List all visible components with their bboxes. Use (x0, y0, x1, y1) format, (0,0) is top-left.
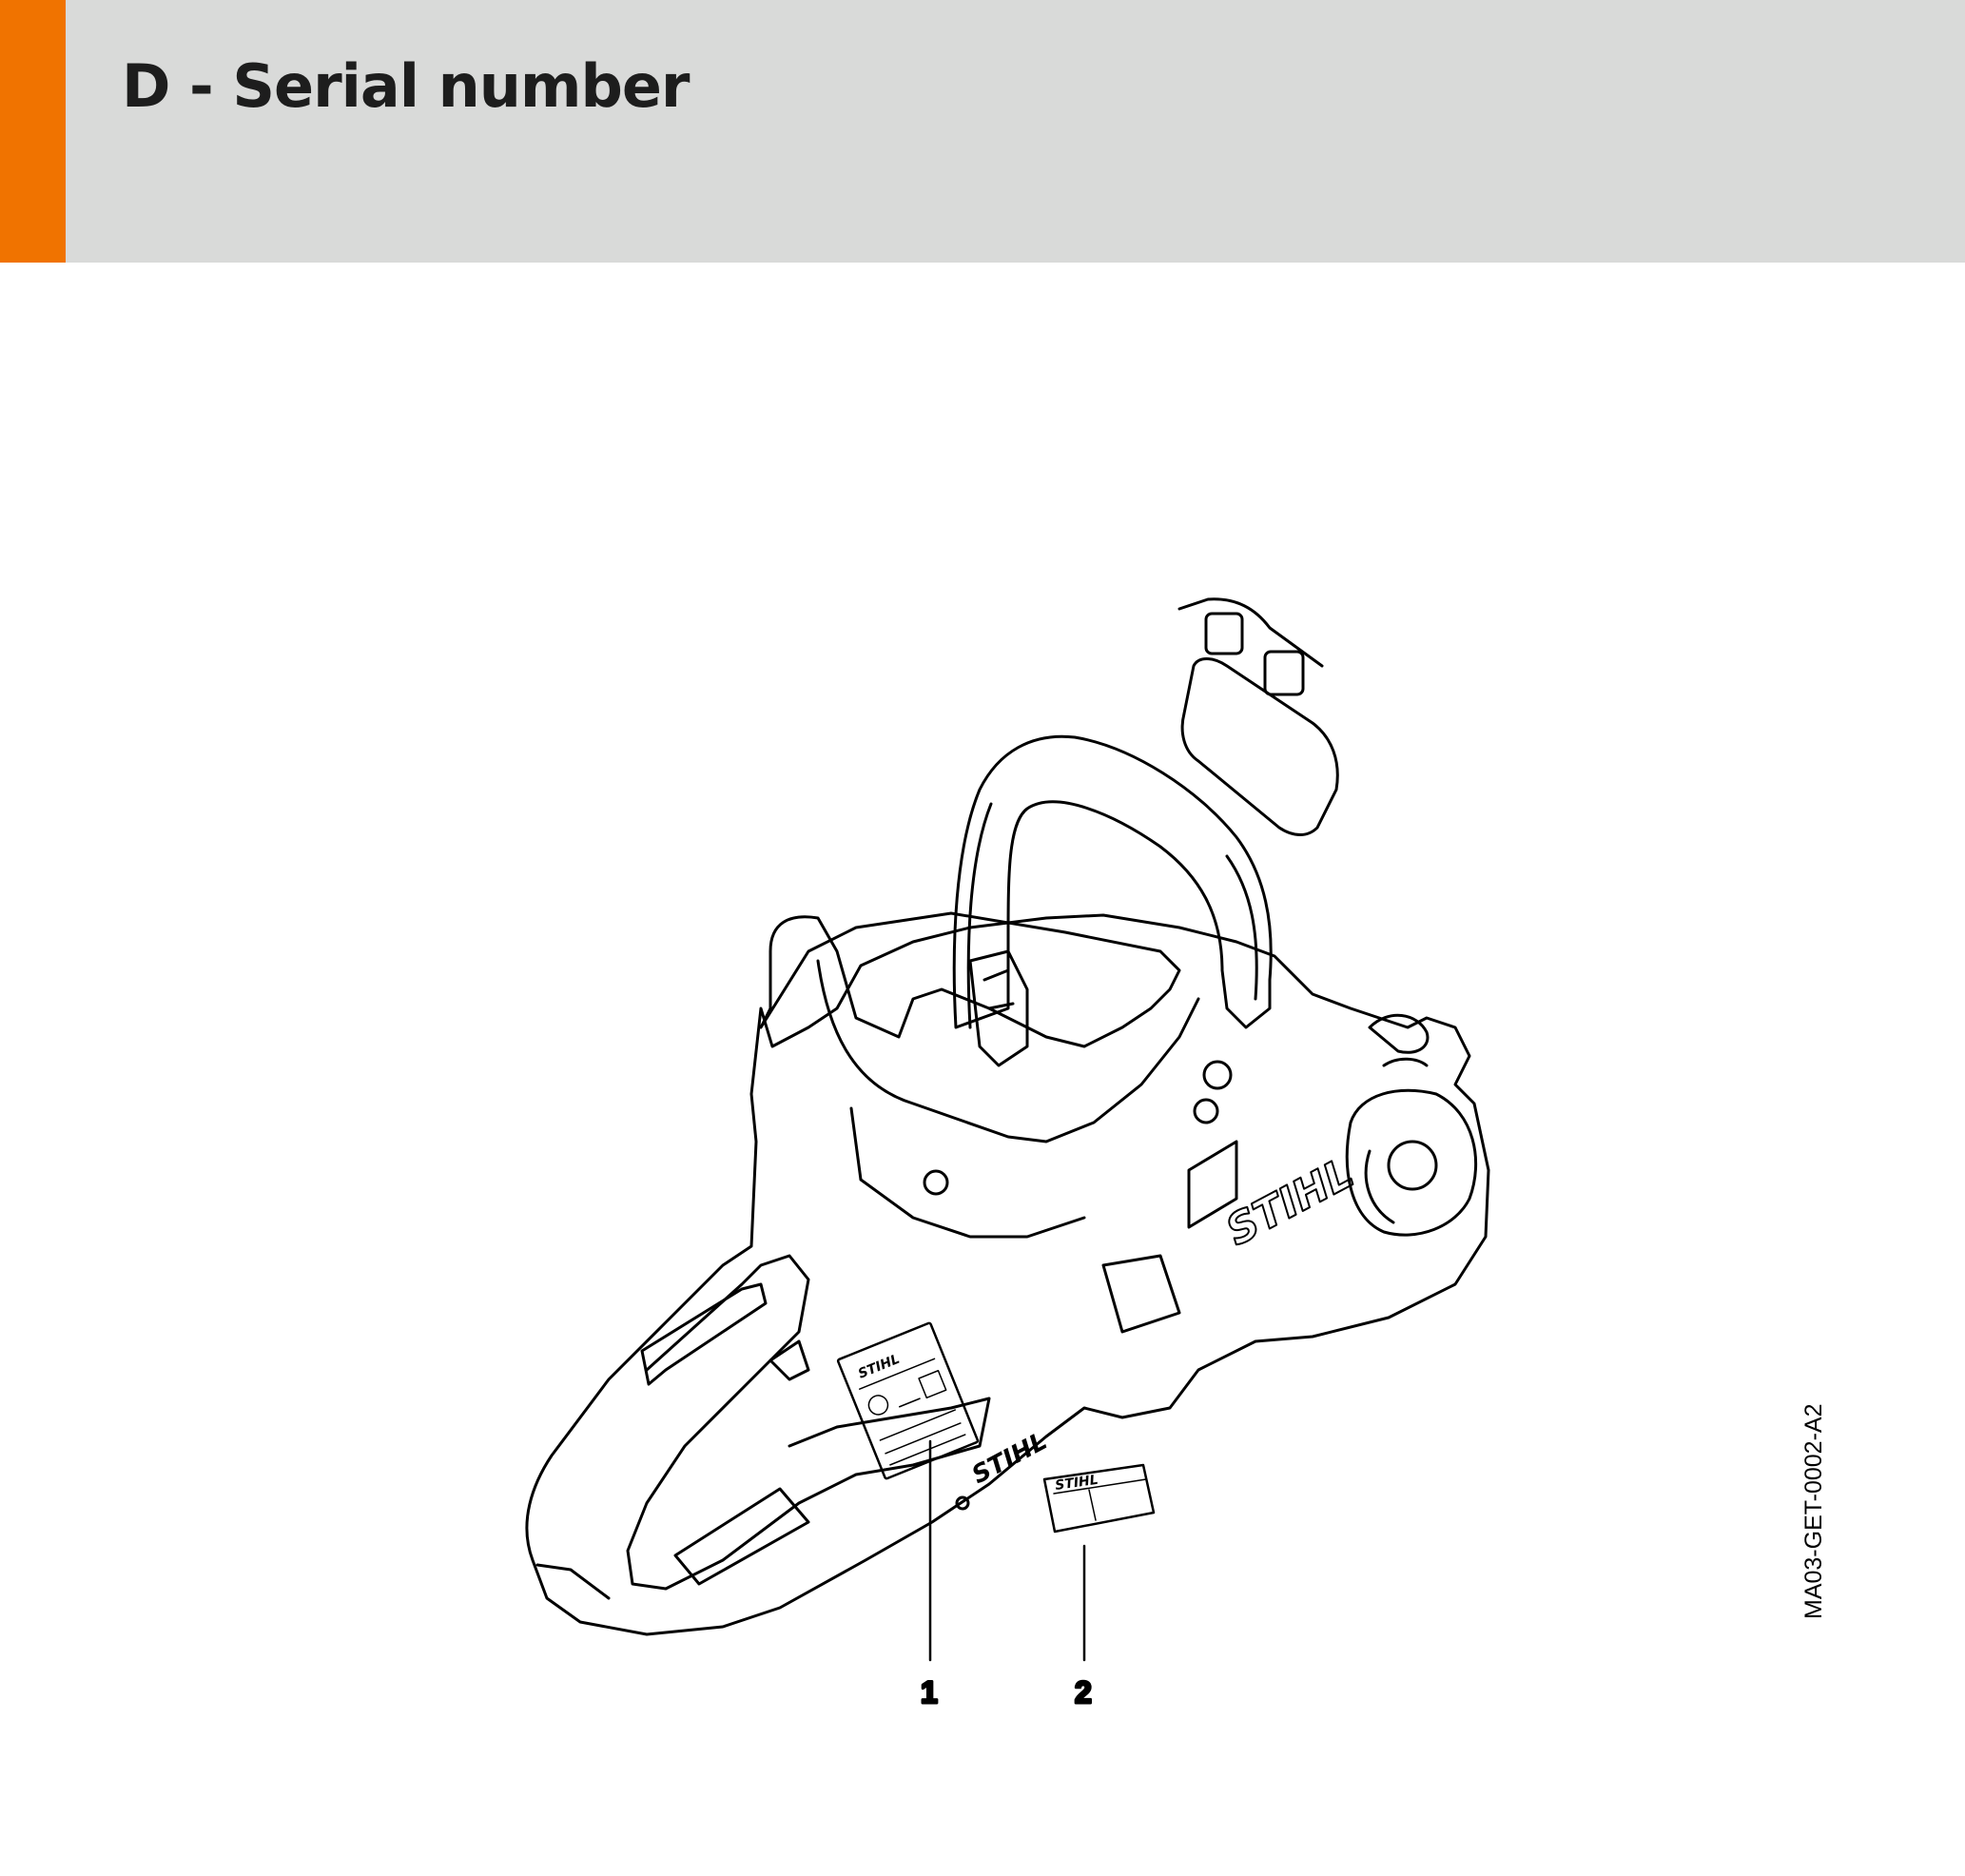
brand-logo: STIHL (1218, 1148, 1362, 1256)
chainsaw-body-outline (527, 915, 1488, 1634)
trigger (642, 1284, 766, 1384)
chain-brake-icon (1265, 652, 1303, 694)
svg-text:STIHL: STIHL (1054, 1472, 1099, 1494)
brand-logo: STIHL (967, 1427, 1052, 1491)
callout-1: 1 (921, 1675, 938, 1710)
latch (970, 951, 1027, 1065)
callout-2: 2 (1075, 1675, 1092, 1710)
svg-text:STIHL: STIHL (856, 1351, 903, 1382)
page-title: D - Serial number (122, 51, 690, 121)
hand-guard-slot (1182, 659, 1337, 835)
figure-id: MA03-GET-0002-A2 (1800, 1403, 1827, 1619)
hand-guard (1179, 599, 1322, 666)
serial-number-label (1044, 1465, 1154, 1532)
rating-plate (838, 1322, 979, 1479)
chain-brake-icon (1206, 614, 1242, 654)
